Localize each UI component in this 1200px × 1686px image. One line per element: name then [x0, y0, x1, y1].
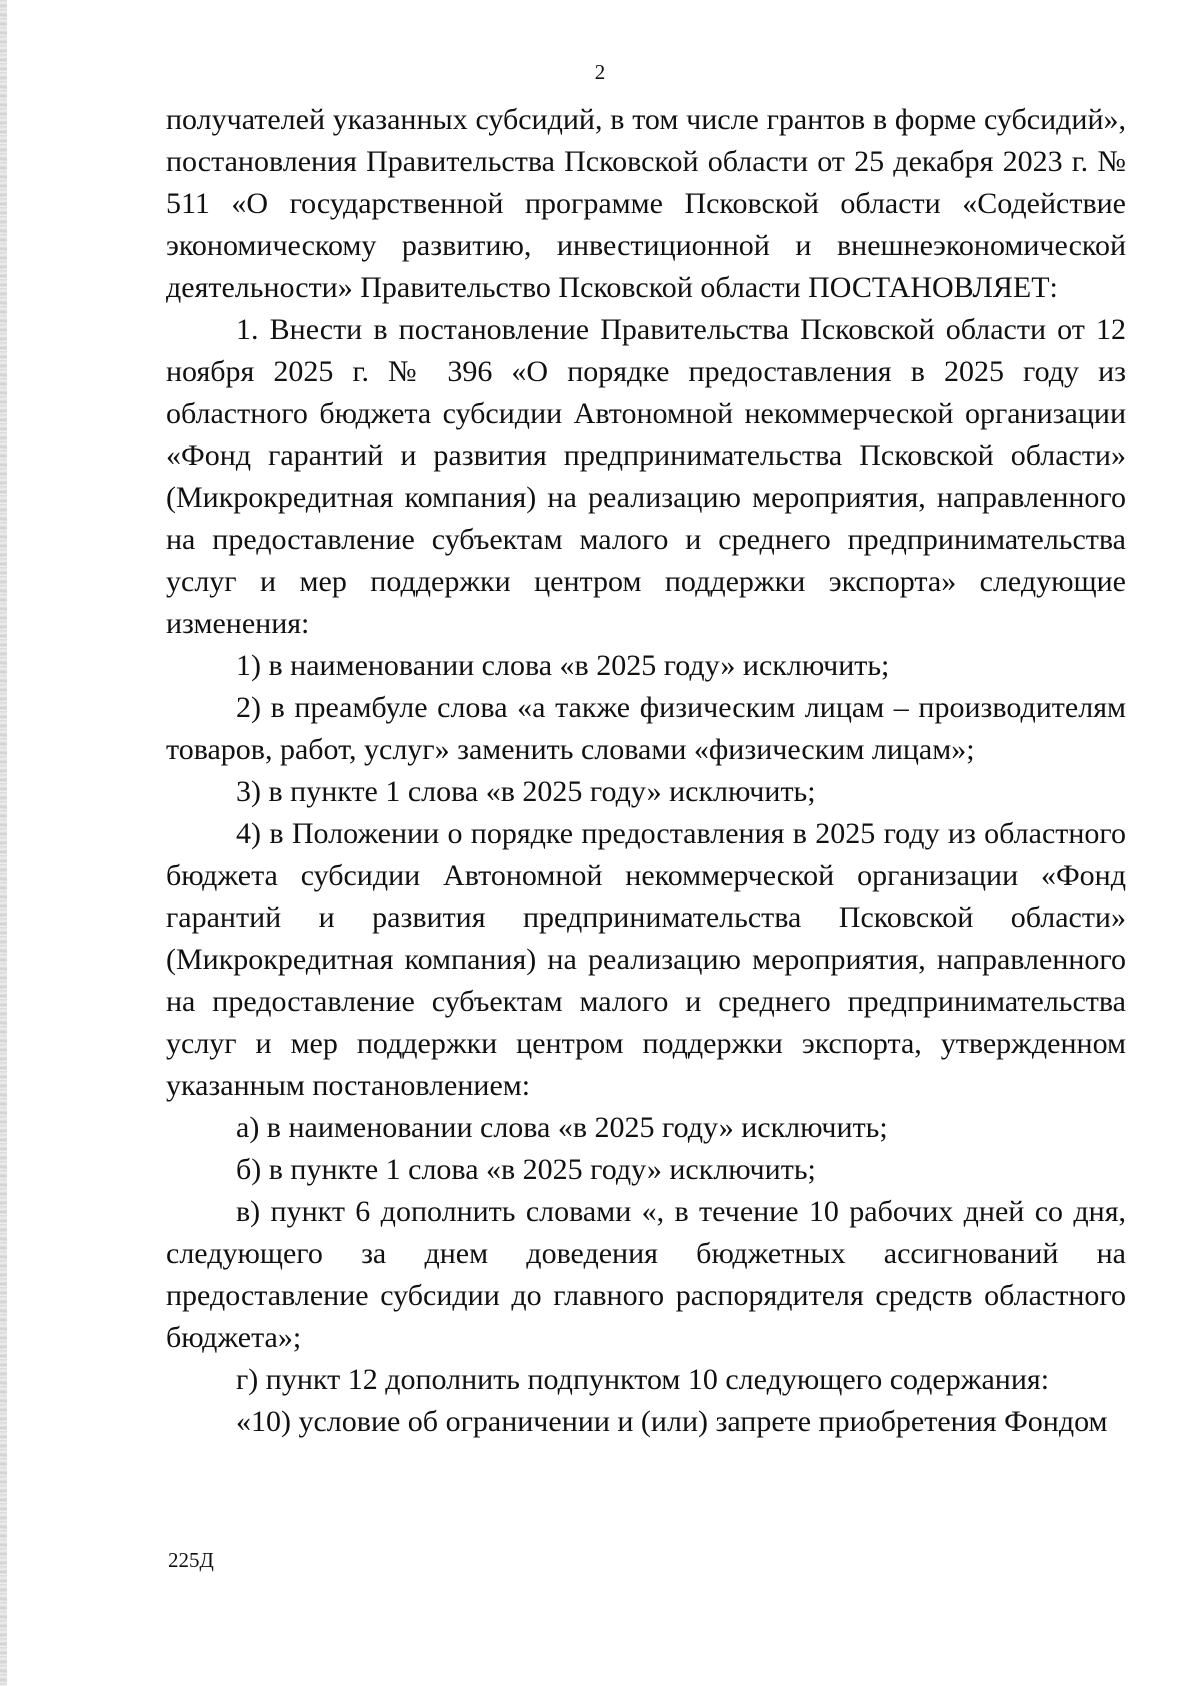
- scan-edge: [0, 0, 7, 1686]
- paragraph-letter-v: в) пункт 6 дополнить словами «, в течение 10 рабочих дней со дня, следующего за днем доведения бюджетных ассигнований на предоставление субсидии до главного распорядителя средств областного бюджета»;: [166, 1195, 1126, 1354]
- paragraph-letter-b: б) в пункте 1 слова «в 2025 году» исключить;: [236, 1153, 816, 1186]
- page-number: 2: [594, 60, 606, 84]
- paragraph-subitem-2: 2) в преамбуле слова «а также физическим лицам – производителям товаров, работ, услуг» заменить словами «физическим лицам»;: [166, 691, 1126, 766]
- document-code: 225Д: [168, 1548, 214, 1572]
- paragraph-letter-g: г) пункт 12 дополнить подпунктом 10 следующего содержания:: [236, 1363, 1050, 1396]
- paragraph-subitem-3: 3) в пункте 1 слова «в 2025 году» исключить;: [236, 775, 816, 808]
- paragraph-subitem-1: 1) в наименовании слова «в 2025 году» исключить;: [236, 649, 890, 682]
- document-body: [166, 99, 1126, 1443]
- paragraph-intro-continuation: получателей указанных субсидий, в том числе грантов в форме субсидий», постановления Правительства Псковской области от 25 декабря 2023 г. № 511 «О государственной программе Псковской области «Содействие экономическому развитию, инвестиционной и внешнеэкономической деятельности» Правительство Псковской области ПОСТАНОВЛЯЕТ:: [166, 103, 1126, 304]
- paragraph-letter-a: а) в наименовании слова «в 2025 году» исключить;: [236, 1111, 888, 1144]
- paragraph-quoted-item-10: «10) условие об ограничении и (или) запрете приобретения Фондом: [236, 1405, 1108, 1438]
- paragraph-item-1: 1. Внести в постановление Правительства Псковской области от 12 ноября 2025 г. № 396 «О порядке предоставления в 2025 году из областного бюджета субсидии Автономной некоммерческой организации «Фонд гарантий и развития предпринимательства Псковской области» (Микрокредитная компания) на реализацию мероприятия, направленного на предоставление субъектам малого и среднего предпринимательства услуг и мер поддержки центром поддержки экспорта» следующие изменения:: [166, 313, 1126, 640]
- paragraph-subitem-4: 4) в Положении о порядке предоставления в 2025 году из областного бюджета субсидии Автономной некоммерческой организации «Фонд гарантий и развития предпринимательства Псковской области» (Микрокредитная компания) на реализацию мероприятия, направленного на предоставление субъектам малого и среднего предпринимательства услуг и мер поддержки центром поддержки экспорта, утвержденном указанным постановлением:: [166, 817, 1126, 1102]
